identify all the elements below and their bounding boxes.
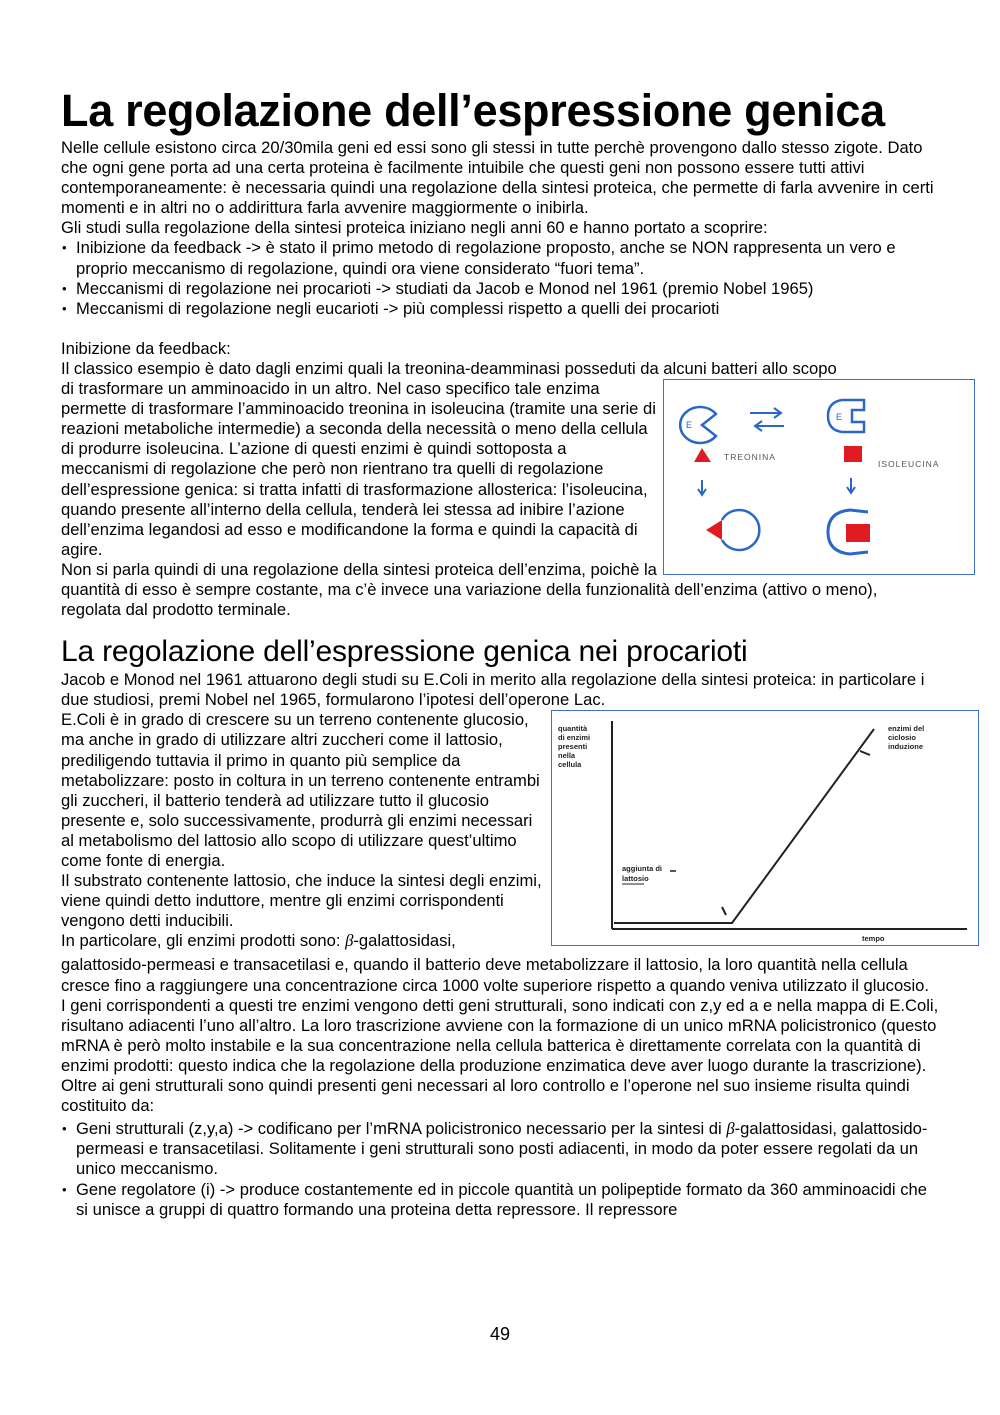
document-page [61, 84, 941, 1220]
svg-text:lattosio: lattosio [622, 874, 649, 884]
feedback-paragraph-first-line: Il classico esempio è dato dagli enzimi quali la treonina-deamminasi posseduti da alcuni batteri allo scopo [61, 358, 837, 378]
isoleucina-molecule-icon [844, 446, 862, 462]
intro-bullet-list [61, 238, 941, 318]
page-number: 49 [489, 1324, 511, 1344]
list-item: • Inibizione da feedback -> è stato il primo metodo di regolazione proposto, anche se NON rappresenta un vero e proprio meccanismo di regolazione, quindi ora viene considerato “fuori tema”. [61, 238, 941, 278]
list-item: • Gene regolatore (i) -> produce costantemente ed in piccole quantità un polipeptide formato da 360 amminoacidi che si unisce a gruppi di quattro formando una proteina detta repressore. Il repressore [61, 1180, 941, 1220]
svg-text:aggiunta di: aggiunta di [622, 864, 662, 874]
operone-components-list [61, 1119, 941, 1219]
y-axis-label [558, 724, 590, 769]
svg-text:enzimi del: enzimi del [888, 724, 925, 734]
section-heading-procarioti: La regolazione dell’espressione genica nei procarioti [61, 635, 748, 669]
procarioti-paragraph-5: galattosido-permeasi e transacetilasi e, quando il batterio deve metabolizzare il lattosio, la loro quantità nella cellula cresce fino a raggiungere una concentrazione circa 1000 volte superiore rispetto a quando veniva utilizzato il glucosio. [61, 955, 930, 995]
svg-text:di enzimi: di enzimi [558, 733, 591, 743]
svg-text:cellula: cellula [558, 760, 582, 770]
down-arrow-icon [698, 480, 706, 495]
svg-text:presenti: presenti [558, 742, 588, 752]
procarioti-paragraph-3: Il substrato contenente lattosio, che induce la sintesi degli enzimi, viene quindi detto induttore, mentre gli enzimi corrispondenti vengono detti inducibili. [61, 871, 542, 931]
down-arrow-icon [847, 478, 855, 493]
enzyme-treonina-bound-icon [706, 510, 759, 550]
enzyme-induction-graph [551, 710, 979, 946]
list-item: • Geni strutturali (z,y,a) -> codificano per l’mRNA policistronico necessario per la sintesi di β-galattosidasi, galattosido-permeasi e transacetilasi. Solitamente i geni strutturali sono posti adiacenti, in modo da poter essere regolati da un unico meccanismo. [61, 1119, 941, 1179]
lactose-addition-label [622, 864, 662, 883]
list-item: • Meccanismi di regolazione nei procarioti -> studiati da Jacob e Monod nel 1961 (premio Nobel 1965) [61, 279, 941, 299]
reversible-arrows-icon [750, 408, 784, 431]
svg-text:quantità: quantità [558, 724, 588, 734]
feedback-inhibition-figure [663, 379, 975, 575]
enzyme-altered-icon [828, 400, 864, 432]
svg-text:induzione: induzione [888, 742, 923, 752]
treonina-label: TREONINA [724, 452, 776, 463]
treonina-molecule-icon [694, 448, 711, 462]
intro-studies-paragraph: Gli studi sulla regolazione della sintesi proteica iniziano negli anni 60 e hanno portato a scoprire: [61, 218, 768, 238]
procarioti-paragraph-7: Oltre ai geni strutturali sono quindi presenti geni necessari al loro controllo e l’operone nel suo insieme risulta quindi costituito da: [61, 1076, 910, 1116]
procarioti-paragraph-4: In particolare, gli enzimi prodotti sono: β-galattosidasi, [61, 931, 456, 951]
list-item: • Meccanismi di regolazione negli eucarioti -> più complessi rispetto a quelli dei procarioti [61, 299, 941, 319]
svg-text:ciclosio: ciclosio [888, 733, 916, 743]
enzyme-isoleucina-bound-icon [828, 510, 870, 554]
svg-text:nella: nella [558, 751, 576, 761]
svg-text:E: E [686, 420, 693, 431]
enzyme-active-icon [680, 407, 716, 443]
svg-text:E: E [836, 412, 843, 423]
procarioti-paragraph-1: Jacob e Monod nel 1961 attuarono degli studi su E.Coli in merito alla regolazione della sintesi proteica: in particolare i due studiosi, premi Nobel nel 1965, formularono l’ipotesi dell’operone Lac. [61, 670, 925, 710]
enzyme-quantity-curve [614, 729, 874, 923]
isoleucina-label: ISOLEUCINA [878, 459, 940, 470]
feedback-heading: Inibizione da feedback: [61, 338, 231, 358]
feedback-conclusion-paragraph: Non si parla quindi di una regolazione della sintesi proteica dell’enzima, poichè la quantità di esso è sempre costante, ma c’è invece una variazione della funzionalità dell’enzima (attivo o meno), regolata dal prodotto terminale. [61, 559, 878, 620]
beta-symbol: β [345, 931, 354, 951]
x-axis-label: tempo [862, 934, 885, 944]
procarioti-paragraph-6: I geni corrispondenti a questi tre enzimi vengono detti geni strutturali, sono indicati con z,y ed a e nella mappa di E.Coli, risultano adiacenti l’uno all’altro. La loro trascrizione avviene con la formazione di un unico mRNA policistronico (questo mRNA è però molto instabile e la sua concentrazione nella cellula batterica è direttamente correlata con la quantità di enzimi prodotti: questo indica che la regolazione della produzione enzimatica deve aver luogo durante la trascrizione). [61, 995, 939, 1075]
page-title: La regolazione dell’espressione genica [61, 85, 885, 136]
intro-paragraph: Nelle cellule esistono circa 20/30mila geni ed essi sono gli stessi in tutte perchè provengono dallo stesso zigote. Dato che ogni gene porta ad una certa proteina è facilmente intuibile che questi geni non possono essere tutti attivi contemporaneamente: è necessaria quindi una regolazione della sintesi proteica, che permette di farla avvenire in certi momenti e in altri no o addirittura farla avvenire maggiormente o inibirla. [61, 138, 934, 218]
feedback-paragraph: di trasformare un amminoacido in un altro. Nel caso specifico tale enzima permette di trasformare l’amminoacido treonina in isoleucina (tramite una serie di reazioni metaboliche intermedie) a seconda della necessità o meno della cellula di produrre isoleucina. L’azione di questi enzimi è quindi sottoposta a meccanismi di regolazione che però non rientrano tra quelli di regolazione dell’espressione genica: si tratta infatti di trasformazione allosterica: l’isoleucina, quando presente all’interno della cellula, tenderà lei stessa ad inibire l’azione dell’enzima legandosi ad esso e modificandone la forma e quindi la capacità di agire. [61, 379, 656, 559]
procarioti-paragraph-2: E.Coli è in grado di crescere su un terreno contenente glucosio, ma anche in grado di utilizzare altri zuccheri come il lattosio, prediligendo tuttavia il primo in quanto più semplice da metabolizzare: posto in coltura in un terreno contenente entrambi gli zuccheri, il batterio tenderà ad utilizzare tutto il glucosio presente e, solo successivamente, produrrà gli enzimi necessari al metabolismo del lattosio allo scopo di utilizzare quest’ultimo come fonte di energia. [61, 710, 540, 870]
induced-enzymes-label [888, 724, 924, 751]
